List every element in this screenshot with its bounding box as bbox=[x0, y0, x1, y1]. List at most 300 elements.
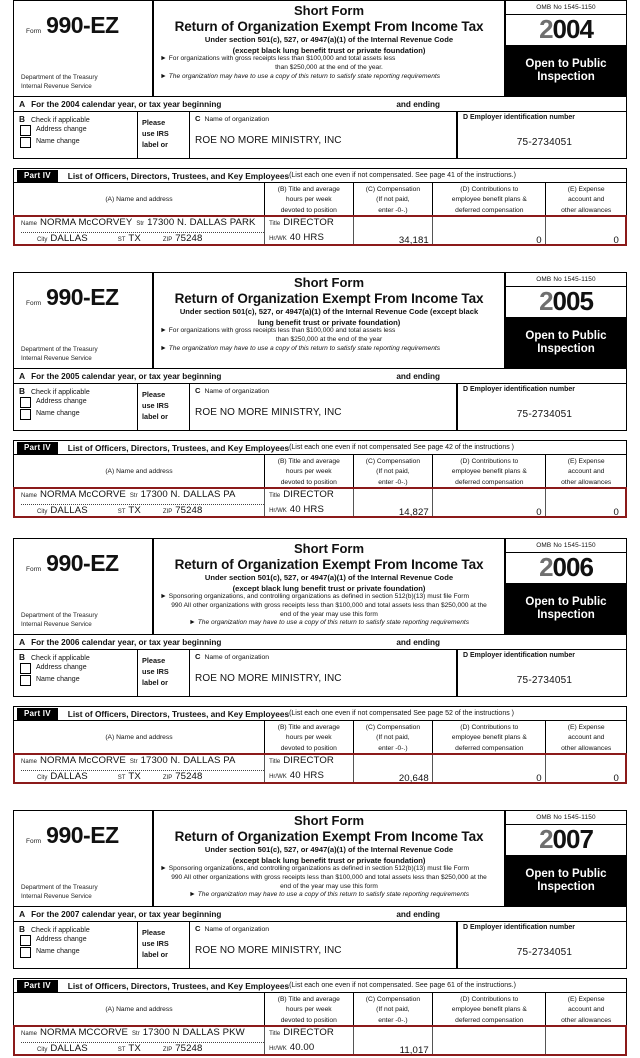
line-c-organization bbox=[190, 922, 458, 968]
col-header-a: (A) Name and address bbox=[14, 993, 265, 1025]
masthead-center bbox=[154, 539, 506, 634]
officer-compensation-cell bbox=[354, 1027, 433, 1054]
officer-hours-line bbox=[269, 232, 352, 247]
col-header-a: (A) Name and address bbox=[14, 455, 265, 487]
label-name-change: Name change bbox=[36, 676, 80, 683]
line-c-caption bbox=[195, 924, 456, 933]
officer-name-address-cell bbox=[15, 217, 265, 244]
contributions-spacer bbox=[433, 755, 542, 770]
form-990ez-2005 bbox=[13, 272, 627, 518]
col-header-c-3: enter -0-.) bbox=[378, 744, 408, 752]
line-b-letter: B bbox=[19, 924, 25, 934]
part-iv-tag: Part IV bbox=[17, 442, 58, 454]
officer-state-value: TX bbox=[128, 1043, 141, 1054]
tax-year-ghost-digit: 2 bbox=[539, 552, 553, 582]
officer-city-value: DALLAS bbox=[50, 1043, 88, 1054]
line-b-letter: B bbox=[19, 114, 25, 124]
bullet-line-1-text: For organizations with gross receipts less than $100,000 and total assets less bbox=[168, 327, 396, 335]
label-title: Title bbox=[269, 221, 281, 227]
line-b-caption: Check if applicable bbox=[31, 389, 90, 396]
expense-value bbox=[546, 1042, 619, 1057]
organization-name-value: ROE NO MORE MINISTRY, INC bbox=[195, 673, 342, 684]
officer-title-value: DIRECTOR bbox=[283, 1027, 334, 1038]
masthead-right bbox=[506, 273, 626, 368]
contributions-spacer bbox=[433, 489, 542, 504]
officer-street-value: 17300 N. DALLAS PA bbox=[140, 489, 236, 500]
bullet-line-1 bbox=[158, 865, 500, 874]
dept-line-1: Department of the Treasury bbox=[21, 612, 98, 620]
col-header-b bbox=[265, 993, 354, 1025]
col-header-e bbox=[546, 993, 626, 1025]
officer-title-hours-cell bbox=[265, 217, 353, 244]
state-req-arrow-icon: ► bbox=[189, 891, 196, 899]
short-form-title: Short Form bbox=[293, 813, 365, 828]
line-b-title bbox=[19, 652, 134, 662]
bullet-line-2: 990 All other organizations with gross receipts less than $100,000 and total assets less than $250,000 at the bbox=[171, 602, 487, 610]
under-section-line: Under section 501(c), 527, or 4947(a)(1) of the Internal Revenue Code (except black bbox=[179, 306, 479, 316]
col-header-e-1: (E) Expense bbox=[567, 458, 605, 465]
line-b-checkboxes bbox=[14, 922, 138, 968]
checkbox-address-change[interactable] bbox=[20, 125, 31, 136]
state-req-arrow-icon: ► bbox=[160, 344, 167, 352]
officer-title-value: DIRECTOR bbox=[283, 755, 334, 766]
line-b-caption: Check if applicable bbox=[31, 655, 90, 662]
label-name-change: Name change bbox=[36, 410, 80, 417]
label-name-change: Name change bbox=[36, 948, 80, 955]
part-iv-header bbox=[14, 441, 626, 455]
state-requirements-line bbox=[158, 345, 500, 354]
label-city: City bbox=[37, 509, 48, 515]
tax-year bbox=[506, 15, 626, 46]
col-header-e bbox=[546, 183, 626, 215]
masthead-left bbox=[14, 273, 154, 368]
short-form-title: Short Form bbox=[293, 275, 365, 290]
block-separator-3 bbox=[0, 784, 640, 810]
col-header-c-1: (C) Compensation bbox=[365, 996, 421, 1003]
label-zip: ZIP bbox=[162, 237, 173, 243]
part-iv-section bbox=[13, 978, 627, 1056]
form-label: Form bbox=[26, 566, 42, 573]
officer-hours-value: 40.00 bbox=[289, 1042, 315, 1053]
state-requirements-line bbox=[158, 619, 500, 628]
return-title: Return of Organization Exempt From Income Tax bbox=[174, 828, 484, 844]
officer-name-address-cell bbox=[15, 489, 265, 516]
label-name: Name bbox=[21, 493, 38, 499]
state-requirements-line bbox=[158, 891, 500, 900]
line-b-letter: B bbox=[19, 652, 25, 662]
form-masthead bbox=[13, 810, 627, 906]
officer-state-value: TX bbox=[128, 233, 141, 244]
col-header-b-2: hours per week bbox=[285, 1006, 332, 1014]
officer-compensation-cell bbox=[354, 755, 433, 782]
checkbox-address-change[interactable] bbox=[20, 397, 31, 408]
state-req-text: The organization may have to use a copy of this return to satisfy state reporting requirements bbox=[168, 344, 440, 352]
state-requirements-line bbox=[158, 73, 500, 82]
open-to-public-line-1: Open to Public bbox=[525, 867, 607, 880]
masthead-left bbox=[14, 539, 154, 634]
officer-city-line bbox=[21, 1042, 264, 1058]
label-street: Str bbox=[132, 1031, 140, 1037]
col-header-c-1: (C) Compensation bbox=[365, 458, 421, 465]
line-c-letter: C bbox=[195, 386, 201, 395]
state-req-text: The organization may have to use a copy of this return to satisfy state reporting requirements bbox=[197, 619, 469, 627]
col-header-e bbox=[546, 455, 626, 487]
masthead-right bbox=[506, 539, 626, 634]
open-to-public-line-2: Inspection bbox=[537, 609, 595, 622]
col-header-a: (A) Name and address bbox=[14, 183, 265, 215]
line-c-letter: C bbox=[195, 114, 201, 123]
contributions-value: 0 bbox=[536, 507, 542, 518]
label-name: Name bbox=[21, 221, 38, 227]
form-990ez-2006 bbox=[13, 538, 627, 784]
officer-row-highlighted bbox=[13, 487, 627, 518]
checkbox-name-change[interactable] bbox=[20, 947, 31, 958]
line-a-tax-year bbox=[13, 634, 627, 649]
form-identifier bbox=[26, 824, 146, 847]
state-req-arrow-icon: ► bbox=[189, 619, 196, 627]
line-d-caption bbox=[463, 924, 626, 931]
officer-expense-cell bbox=[546, 489, 625, 516]
line-d-label: Employer identification number bbox=[470, 386, 576, 393]
form-number: 990-EZ bbox=[46, 12, 119, 38]
line-a-letter: A bbox=[19, 371, 26, 381]
col-header-c-2: (If not paid, bbox=[376, 734, 410, 742]
bullet-line-3: end of the year may use this form bbox=[280, 610, 378, 618]
col-header-d-3: deferred compensation bbox=[455, 478, 524, 486]
line-c-label: Name of organization bbox=[204, 388, 270, 395]
officer-name-line bbox=[21, 755, 264, 770]
col-header-b-1: (B) Title and average bbox=[277, 186, 340, 193]
masthead-right bbox=[506, 811, 626, 906]
officer-title-line bbox=[269, 755, 352, 770]
line-c-organization bbox=[190, 384, 458, 430]
part-iv-column-headers bbox=[14, 455, 626, 488]
col-header-b-3: devoted to position bbox=[280, 206, 337, 214]
col-header-b-2: hours per week bbox=[285, 468, 332, 476]
col-header-e bbox=[546, 721, 626, 753]
tax-year-digits: 006 bbox=[552, 552, 593, 582]
officer-compensation-cell bbox=[354, 217, 433, 244]
col-header-e-1: (E) Expense bbox=[567, 186, 605, 193]
officer-row-highlighted bbox=[13, 215, 627, 246]
contributions-spacer bbox=[433, 1027, 542, 1042]
col-header-d-2: employee benefit plans & bbox=[451, 468, 527, 476]
checkbox-name-change[interactable] bbox=[20, 675, 31, 686]
bullet-line-1-text: Sponsoring organizations, and controlling organizations as defined in section 512(b)(13) must file Form bbox=[168, 593, 469, 601]
col-header-c-1: (C) Compensation bbox=[365, 724, 421, 731]
irs-label-instruction bbox=[138, 922, 190, 968]
line-d-ein bbox=[458, 384, 626, 430]
officer-name-line bbox=[21, 1027, 264, 1042]
checkbox-name-change[interactable] bbox=[20, 409, 31, 420]
bullet-line-3: end of the year may use this form bbox=[280, 882, 378, 890]
line-c-caption bbox=[195, 386, 456, 395]
state-req-text: The organization may have to use a copy of this return to satisfy state reporting requirements bbox=[197, 891, 469, 899]
tax-year bbox=[506, 825, 626, 856]
line-a-letter: A bbox=[19, 637, 26, 647]
col-header-d bbox=[433, 721, 546, 753]
state-req-arrow-icon: ► bbox=[160, 72, 167, 80]
open-to-public-line-1: Open to Public bbox=[525, 57, 607, 70]
return-title: Return of Organization Exempt From Income Tax bbox=[174, 556, 484, 572]
form-masthead bbox=[13, 538, 627, 634]
checkbox-address-change[interactable] bbox=[20, 935, 31, 946]
dept-line-2: Internal Revenue Service bbox=[21, 82, 92, 90]
col-header-b-1: (B) Title and average bbox=[277, 996, 340, 1003]
checkbox-address-change[interactable] bbox=[20, 663, 31, 674]
compensation-spacer bbox=[354, 217, 429, 232]
line-b-caption: Check if applicable bbox=[31, 117, 90, 124]
col-header-e-1: (E) Expense bbox=[567, 724, 605, 731]
line-b-title bbox=[19, 924, 134, 934]
col-header-d bbox=[433, 993, 546, 1025]
line-c-label: Name of organization bbox=[204, 926, 270, 933]
irs-line-3: label or bbox=[142, 412, 168, 421]
officer-name-address-cell bbox=[15, 1027, 265, 1054]
department-block bbox=[21, 74, 98, 91]
compensation-spacer bbox=[354, 1027, 429, 1042]
omb-number: OMB No 1545-1150 bbox=[506, 539, 626, 553]
return-title: Return of Organization Exempt From Income Tax bbox=[174, 290, 484, 306]
officer-contributions-cell bbox=[433, 755, 546, 782]
form-masthead bbox=[13, 0, 627, 96]
line-d-label: Employer identification number bbox=[470, 652, 576, 659]
ein-value: 75-2734051 bbox=[516, 675, 573, 686]
officer-zip-value: 75248 bbox=[175, 1043, 203, 1054]
part-iv-header bbox=[14, 169, 626, 183]
col-header-b-2: hours per week bbox=[285, 734, 332, 742]
officer-hours-value: 40 HRS bbox=[289, 504, 324, 515]
state-req-text: The organization may have to use a copy of this return to satisfy state reporting requirements bbox=[168, 72, 440, 80]
part-iv-title: List of Officers, Directors, Trustees, and Key Employees bbox=[67, 708, 290, 719]
col-header-d-2: employee benefit plans & bbox=[451, 1006, 527, 1014]
officer-contributions-cell bbox=[433, 1027, 546, 1054]
label-name: Name bbox=[21, 759, 38, 765]
form-number: 990-EZ bbox=[46, 550, 119, 576]
under-section-line: Under section 501(c), 527, or 4947(a)(1) of the Internal Revenue Code bbox=[204, 572, 454, 582]
officer-row-highlighted bbox=[13, 1025, 627, 1056]
col-header-c-2: (If not paid, bbox=[376, 468, 410, 476]
masthead-center bbox=[154, 273, 506, 368]
irs-line-2: use IRS bbox=[142, 401, 169, 410]
label-zip: ZIP bbox=[162, 1047, 173, 1053]
tax-year bbox=[506, 553, 626, 584]
dept-line-2: Internal Revenue Service bbox=[21, 354, 92, 362]
compensation-spacer bbox=[354, 755, 429, 770]
col-header-c-1: (C) Compensation bbox=[365, 186, 421, 193]
label-city: City bbox=[37, 775, 48, 781]
part-iv-column-headers bbox=[14, 721, 626, 754]
compensation-value: 34,181 bbox=[398, 235, 429, 246]
label-state: ST bbox=[117, 775, 126, 781]
col-header-d-1: (D) Contributions to bbox=[460, 996, 519, 1003]
open-to-public-banner bbox=[506, 584, 626, 634]
open-to-public-line-2: Inspection bbox=[537, 881, 595, 894]
officer-city-value: DALLAS bbox=[50, 771, 88, 782]
bullet-arrow-icon: ► bbox=[160, 593, 167, 601]
contributions-value: 0 bbox=[536, 773, 542, 784]
masthead-right bbox=[506, 1, 626, 96]
masthead-left bbox=[14, 1, 154, 96]
officer-title-value: DIRECTOR bbox=[283, 217, 334, 228]
line-b-title bbox=[19, 386, 134, 396]
officer-name-value: NORMA McCORVE bbox=[40, 489, 126, 500]
col-header-b bbox=[265, 721, 354, 753]
line-d-label: Employer identification number bbox=[470, 924, 576, 931]
col-header-d bbox=[433, 183, 546, 215]
block-separator-1 bbox=[0, 246, 640, 272]
line-c-organization bbox=[190, 650, 458, 696]
officer-title-line bbox=[269, 489, 352, 504]
under-section-line: Under section 501(c), 527, or 4947(a)(1) of the Internal Revenue Code bbox=[204, 844, 454, 854]
officer-title-line bbox=[269, 217, 352, 232]
expense-spacer bbox=[546, 1027, 619, 1042]
dept-line-1: Department of the Treasury bbox=[21, 346, 98, 354]
except-black-lung-line: lung benefit trust or private foundation) bbox=[257, 317, 401, 327]
label-title: Title bbox=[269, 759, 281, 765]
col-header-b-1: (B) Title and average bbox=[277, 458, 340, 465]
line-c-label: Name of organization bbox=[204, 116, 270, 123]
officer-title-hours-cell bbox=[265, 489, 353, 516]
part-iv-tag: Part IV bbox=[17, 708, 58, 720]
label-state: ST bbox=[117, 1047, 126, 1053]
form-masthead bbox=[13, 272, 627, 368]
col-header-d-2: employee benefit plans & bbox=[451, 734, 527, 742]
line-c-caption bbox=[195, 652, 456, 661]
irs-line-3: label or bbox=[142, 140, 168, 149]
irs-label-instruction bbox=[138, 112, 190, 158]
checkbox-name-change[interactable] bbox=[20, 137, 31, 148]
label-name-change: Name change bbox=[36, 138, 80, 145]
col-header-b-1: (B) Title and average bbox=[277, 724, 340, 731]
compensation-value: 11,017 bbox=[399, 1045, 429, 1056]
department-block bbox=[21, 346, 98, 363]
label-state: ST bbox=[117, 237, 126, 243]
tax-year-digits: 007 bbox=[552, 824, 593, 854]
short-form-title: Short Form bbox=[293, 541, 365, 556]
dept-line-2: Internal Revenue Service bbox=[21, 892, 92, 900]
label-address-change: Address change bbox=[36, 126, 87, 133]
part-iv-title: List of Officers, Directors, Trustees, and Key Employees bbox=[67, 170, 290, 181]
open-to-public-banner bbox=[506, 856, 626, 906]
line-a-and-ending: and ending bbox=[396, 99, 441, 109]
bullet-line-2: than $250,000 at the end of the year. bbox=[275, 64, 383, 72]
col-header-c bbox=[354, 993, 434, 1025]
col-header-d-3: deferred compensation bbox=[455, 206, 524, 214]
col-header-e-3: other allowances bbox=[561, 744, 612, 752]
officer-zip-value: 75248 bbox=[175, 771, 203, 782]
officer-name-value: NORMA McCORVE bbox=[40, 755, 126, 766]
label-zip: ZIP bbox=[162, 509, 173, 515]
expense-value: 0 bbox=[613, 507, 619, 518]
bullet-line-1-text: Sponsoring organizations, and controlling organizations as defined in section 512(b)(13) must file Form bbox=[168, 865, 469, 873]
label-hours: Hr/WK bbox=[269, 236, 287, 242]
bullet-line-1 bbox=[158, 55, 500, 64]
label-hours: Hr/WK bbox=[269, 508, 287, 514]
col-header-d-3: deferred compensation bbox=[455, 1016, 524, 1024]
part-iv-section bbox=[13, 706, 627, 784]
irs-line-2: use IRS bbox=[142, 667, 169, 676]
line-a-text: For the 2006 calendar year, or tax year beginning bbox=[31, 637, 222, 647]
label-address-change: Address change bbox=[36, 664, 87, 671]
irs-line-3: label or bbox=[142, 678, 168, 687]
except-black-lung-line: (except black lung benefit trust or private foundation) bbox=[232, 855, 426, 865]
tax-year-ghost-digit: 2 bbox=[539, 286, 553, 316]
col-header-d bbox=[433, 455, 546, 487]
part-iv-section bbox=[13, 440, 627, 518]
part-iv-header bbox=[14, 979, 626, 993]
except-black-lung-line: (except black lung benefit trust or private foundation) bbox=[232, 45, 426, 55]
line-bcd-band bbox=[13, 111, 627, 159]
line-d-letter: D bbox=[463, 924, 469, 931]
col-header-d-1: (D) Contributions to bbox=[460, 724, 519, 731]
officer-state-value: TX bbox=[128, 505, 141, 516]
open-to-public-line-2: Inspection bbox=[537, 71, 595, 84]
form-identifier bbox=[26, 286, 146, 309]
omb-number: OMB No 1545-1150 bbox=[506, 811, 626, 825]
label-street: Str bbox=[136, 221, 145, 227]
open-to-public-banner bbox=[506, 46, 626, 96]
officer-zip-value: 75248 bbox=[175, 505, 203, 516]
bullet-arrow-icon: ► bbox=[160, 55, 167, 63]
expense-value: 0 bbox=[613, 773, 619, 784]
officer-hours-line bbox=[269, 1042, 352, 1057]
line-d-caption bbox=[463, 114, 626, 121]
line-d-letter: D bbox=[463, 114, 469, 121]
bullet-line-1 bbox=[158, 327, 500, 336]
col-header-d-1: (D) Contributions to bbox=[460, 458, 519, 465]
officer-city-line bbox=[21, 770, 264, 786]
line-c-letter: C bbox=[195, 652, 201, 661]
irs-line-2: use IRS bbox=[142, 939, 169, 948]
bullet-arrow-icon: ► bbox=[160, 327, 167, 335]
except-black-lung-line: (except black lung benefit trust or private foundation) bbox=[232, 583, 426, 593]
officer-city-value: DALLAS bbox=[50, 505, 88, 516]
line-a-letter: A bbox=[19, 99, 26, 109]
return-title: Return of Organization Exempt From Income Tax bbox=[174, 18, 484, 34]
line-d-letter: D bbox=[463, 652, 469, 659]
block-separator-2 bbox=[0, 518, 640, 538]
expense-spacer bbox=[546, 217, 619, 232]
col-header-c bbox=[354, 455, 434, 487]
officer-compensation-cell bbox=[354, 489, 433, 516]
officer-expense-cell bbox=[546, 217, 625, 244]
officer-city-value: DALLAS bbox=[50, 233, 88, 244]
col-header-c-3: enter -0-.) bbox=[378, 478, 408, 486]
masthead-center bbox=[154, 1, 506, 96]
line-b-checkboxes bbox=[14, 112, 138, 158]
line-a-and-ending: and ending bbox=[396, 637, 441, 647]
col-header-e-2: account and bbox=[567, 734, 605, 742]
line-a-tax-year bbox=[13, 368, 627, 383]
irs-line-1: Please bbox=[142, 118, 166, 127]
officer-contributions-cell bbox=[433, 489, 546, 516]
label-title: Title bbox=[269, 1031, 281, 1037]
label-name: Name bbox=[21, 1031, 38, 1037]
open-to-public-line-1: Open to Public bbox=[525, 329, 607, 342]
col-header-e-3: other allowances bbox=[561, 478, 612, 486]
bullet-arrow-icon: ► bbox=[160, 865, 167, 873]
form-label: Form bbox=[26, 300, 42, 307]
open-to-public-line-2: Inspection bbox=[537, 343, 595, 356]
line-c-caption bbox=[195, 114, 456, 123]
tax-year-digits: 004 bbox=[552, 14, 593, 44]
expense-spacer bbox=[546, 755, 619, 770]
organization-name-value: ROE NO MORE MINISTRY, INC bbox=[195, 407, 342, 418]
col-header-c bbox=[354, 721, 434, 753]
line-d-caption bbox=[463, 386, 626, 393]
irs-line-3: label or bbox=[142, 950, 168, 959]
